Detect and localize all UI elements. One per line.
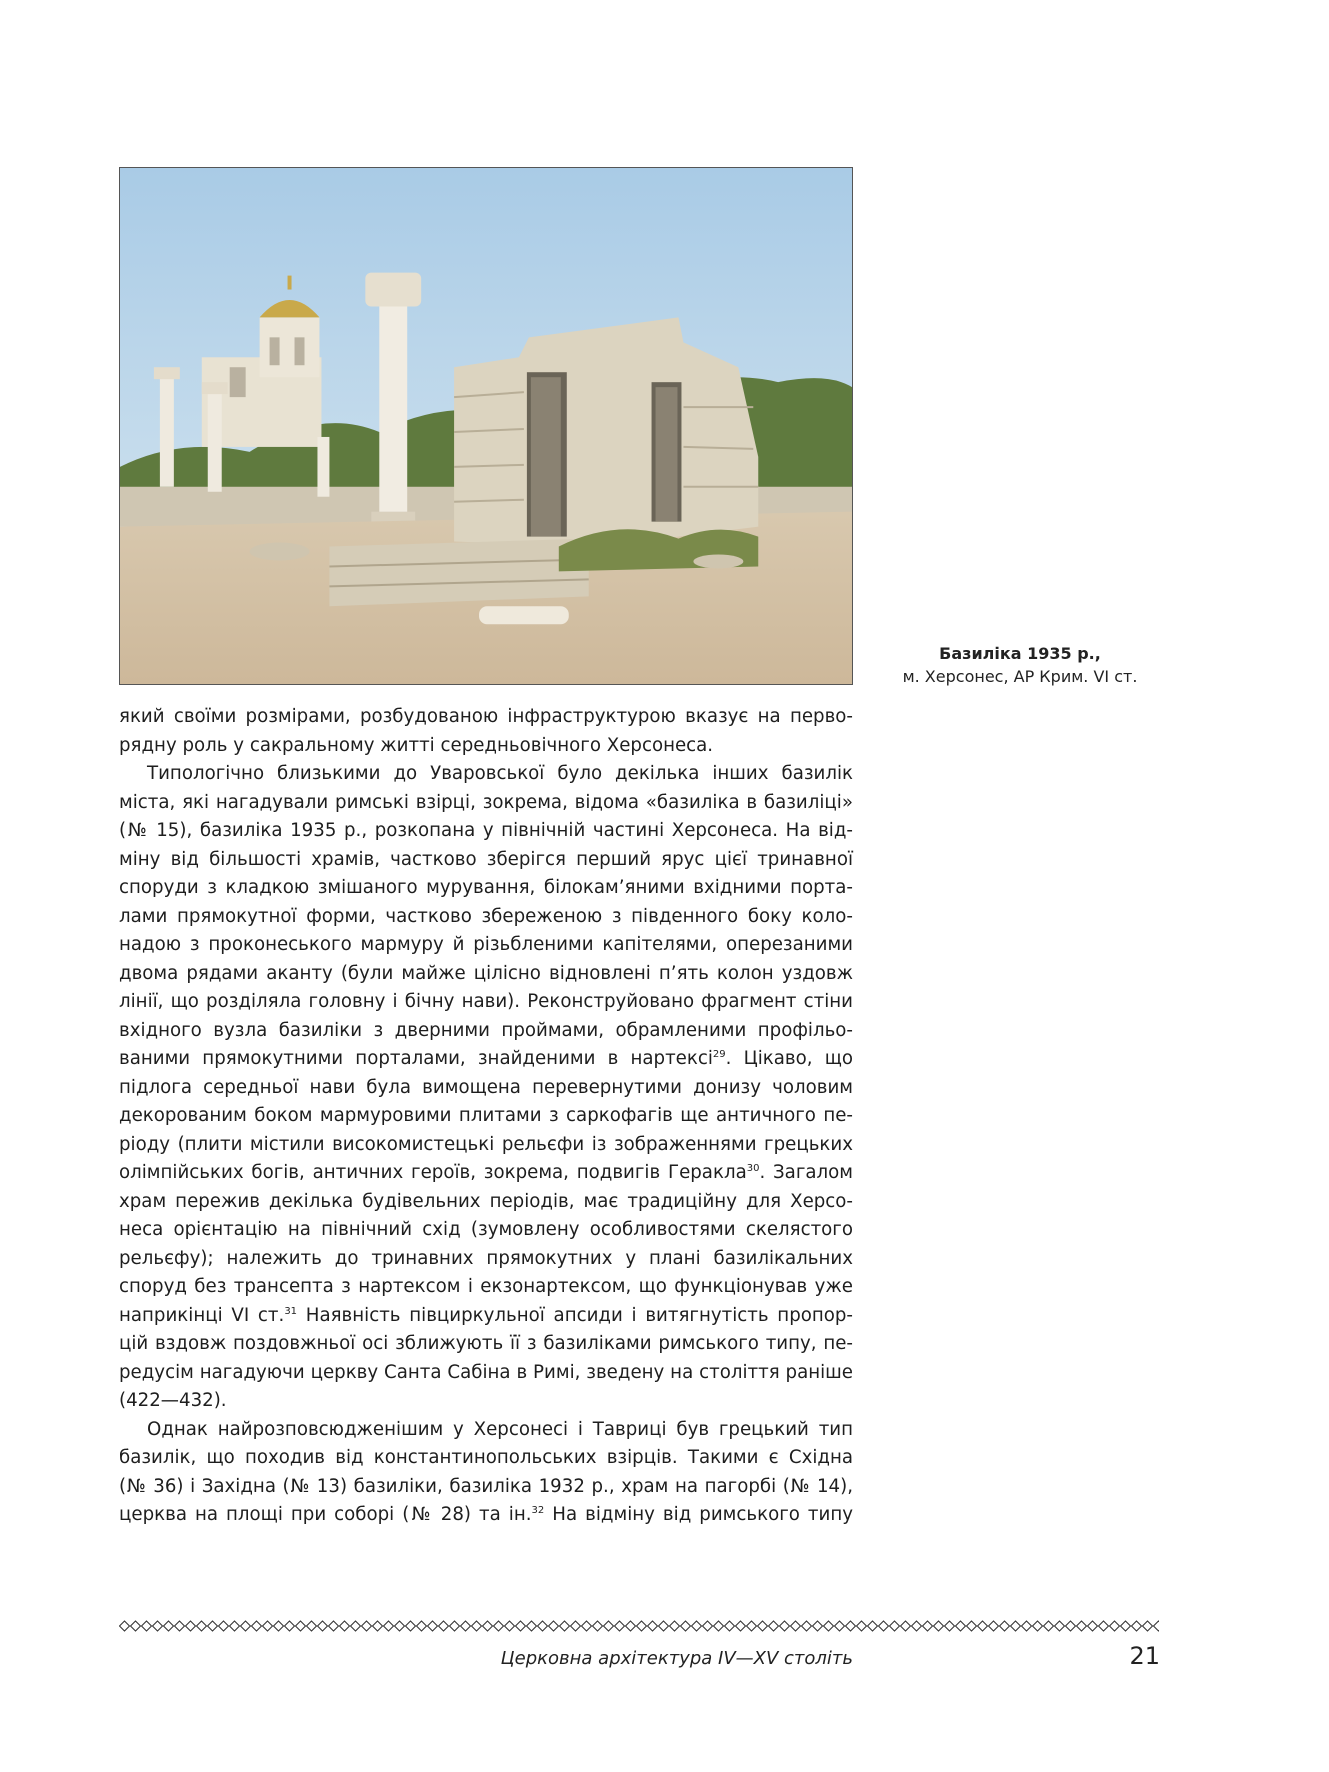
text-line-content: споруд без трансепта з нартексом і екзонартексом, що функціонував уже	[119, 1276, 853, 1297]
text-line	[119, 1102, 853, 1131]
text-line	[119, 1017, 853, 1046]
text-line-content: (№ 15), базиліка 1935 р., розкопана у північній частині Херсонеса. На від-	[119, 820, 853, 841]
text-line-content: неса орієнтацію на північний схід (зумовлену особливостями скелястого	[119, 1219, 853, 1240]
text-line-content: (422—432).	[119, 1390, 227, 1411]
text-line-content: рельєфу); належить до тринавних прямокутних у плані базилікальних	[119, 1247, 853, 1269]
text-line-continuation: На відміну від римського типу	[544, 1504, 853, 1525]
text-line-content: цій вздовж поздовжньої осі зближують її з базиліками римського типу, пе-	[119, 1333, 853, 1354]
footnote-reference[interactable]: 31	[284, 1305, 298, 1317]
body-text	[119, 703, 853, 1530]
text-line-content: споруди з кладкою змішаного мурування, білокам’яними вхідними порта-	[119, 877, 853, 898]
text-line-content: двома рядами аканту (були майже цілісно відновлені п’ять колон уздовж	[119, 962, 853, 984]
text-line	[119, 703, 853, 732]
footnote-reference[interactable]: 32	[531, 1504, 545, 1516]
text-line-continuation: Наявність півциркульної апсиди і витягнутість пропор-	[297, 1304, 853, 1326]
text-line-content: базилік, що походив від константинопольських взірців. Такими є Східна	[119, 1447, 853, 1468]
text-line-continuation: . Загалом	[759, 1162, 853, 1183]
text-line	[119, 1273, 853, 1302]
footnote-reference[interactable]: 30	[746, 1162, 760, 1174]
text-line-content: який своїми розмірами, розбудованою інфраструктурою вказує на перво-	[119, 706, 853, 727]
running-footer-title: Церковна архітектура IV—XV століть	[500, 1648, 853, 1669]
text-line-continuation: . Цікаво, що	[725, 1048, 853, 1069]
text-line	[119, 817, 853, 846]
text-line-content: міста, які нагадували римські взірці, зокрема, відома «базиліка в базиліці»	[119, 791, 853, 813]
text-line	[119, 1330, 853, 1359]
text-line-content: рядну роль у сакральному житті середньовічного Херсонеса.	[119, 734, 714, 756]
text-line	[119, 732, 853, 761]
text-line	[119, 874, 853, 903]
text-line-content: лами прямокутної форми, частково збереженою з південного боку коло-	[119, 905, 853, 927]
text-line	[119, 1045, 853, 1074]
text-line	[119, 1416, 853, 1445]
caption-text: м. Херсонес, АР Крим. VI ст.	[902, 667, 1138, 686]
text-line	[119, 1387, 853, 1416]
text-line	[119, 1473, 853, 1502]
text-line-content: церква на площі при соборі (№ 28) та ін.	[119, 1504, 532, 1525]
figure-caption	[880, 642, 1160, 688]
text-line	[119, 988, 853, 1017]
text-line-content: лінії, що розділяла головну і бічну нави). Реконструйовано фрагмент стіни	[119, 991, 853, 1012]
text-line	[119, 1159, 853, 1188]
text-line-content: Типологічно близькими до Уваровської було декілька інших базилік	[147, 763, 853, 784]
text-line	[119, 1245, 853, 1274]
text-line	[119, 1216, 853, 1245]
text-line-content: олімпійських богів, античних героїв, зокрема, подвигів Геракла	[119, 1162, 747, 1183]
text-line	[119, 1074, 853, 1103]
text-line	[119, 1444, 853, 1473]
text-line	[119, 931, 853, 960]
text-line-content: наприкінці VI ст.	[119, 1304, 285, 1326]
text-line-content: міну від більшості храмів, частково зберігся перший ярус цієї тринавної	[119, 848, 853, 870]
text-line-content: (№ 36) і Західна (№ 13) базиліки, базиліка 1932 р., храм на пагорбі (№ 14),	[119, 1475, 853, 1497]
text-line-content: підлога середньої нави була вимощена перевернутими донизу чоловим	[119, 1076, 853, 1098]
basilica-photo-drawing	[120, 168, 852, 684]
basilica-photo	[119, 167, 853, 685]
text-line-content: редусім нагадуючи церкву Санта Сабіна в Римі, зведену на століття раніше	[119, 1361, 853, 1383]
text-line	[119, 1188, 853, 1217]
page-number: 21	[1129, 1642, 1160, 1670]
text-line-content: храм пережив декілька будівельних періодів, має традиційну для Херсо-	[119, 1190, 853, 1212]
text-line	[119, 1302, 853, 1331]
text-line-content: Однак найрозповсюдженішим у Херсонесі і Тавриці був грецький тип	[147, 1418, 853, 1440]
footnote-reference[interactable]: 29	[712, 1048, 726, 1060]
text-line-content: ріоду (плити містили високомистецькі рельєфи із зображеннями грецьких	[119, 1133, 853, 1155]
text-line	[119, 760, 853, 789]
text-line-content: надою з проконеського мармуру й різьбленими капітелями, оперезаними	[119, 934, 853, 955]
text-line	[119, 846, 853, 875]
text-line	[119, 903, 853, 932]
text-line	[119, 1501, 853, 1530]
text-line	[119, 1359, 853, 1388]
caption-title: Базиліка 1935 р.,	[939, 644, 1101, 663]
text-line	[119, 789, 853, 818]
text-line-content: декорованим боком мармуровими плитами з саркофагів ще античного пе-	[119, 1105, 853, 1126]
decorative-divider	[119, 1620, 1159, 1632]
text-line	[119, 1131, 853, 1160]
text-line-content: вхідного вузла базиліки з дверними проймами, обрамленими профільо-	[119, 1019, 853, 1041]
text-line	[119, 960, 853, 989]
text-line-content: ваними прямокутними порталами, знайденими в нартексі	[119, 1048, 713, 1069]
